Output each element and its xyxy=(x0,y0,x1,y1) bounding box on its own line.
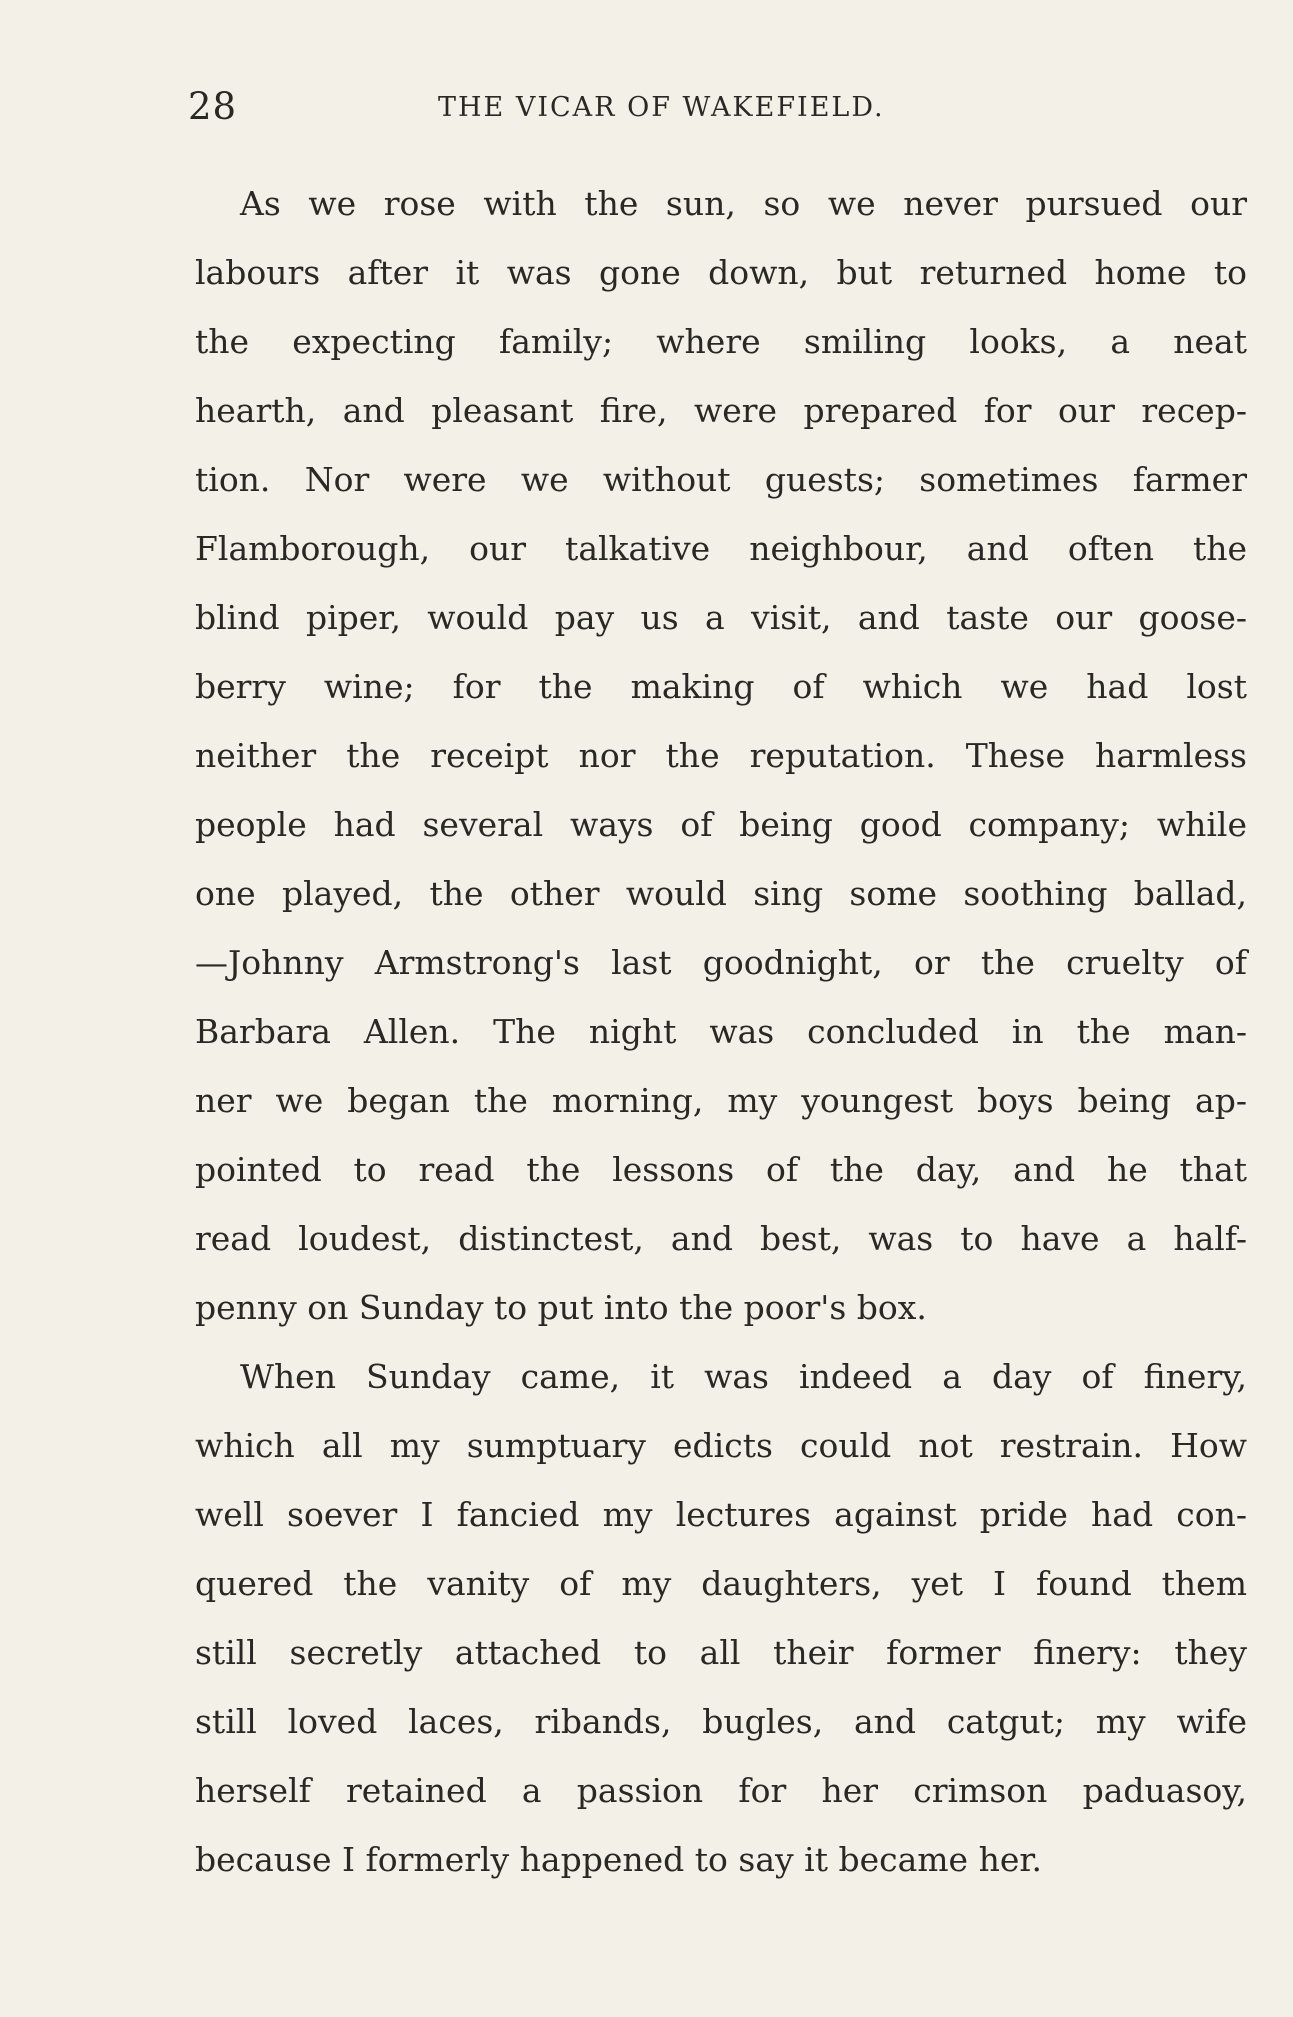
paragraph-1 xyxy=(195,169,1247,1342)
text-line: labours after it was gone down, but returned home to xyxy=(195,253,1247,292)
text-line: well soever I fancied my lectures against pride had con- xyxy=(195,1495,1247,1534)
text-line: tion. Nor were we without guests; sometimes farmer xyxy=(195,460,1247,499)
text-line: because I formerly happened to say it became her. xyxy=(195,1840,1042,1879)
text-line: which all my sumptuary edicts could not restrain. How xyxy=(195,1426,1247,1465)
text-line: Flamborough, our talkative neighbour, and often the xyxy=(195,529,1247,568)
paragraph-2 xyxy=(195,1342,1247,1894)
text-line: read loudest, distinctest, and best, was to have a half- xyxy=(195,1219,1247,1258)
text-line: pointed to read the lessons of the day, and he that xyxy=(195,1150,1247,1189)
page-number: 28 xyxy=(188,85,238,128)
text-line: —Johnny Armstrong's last goodnight, or the cruelty of xyxy=(195,943,1247,982)
text-line: herself retained a passion for her crimson paduasoy, xyxy=(195,1771,1247,1810)
text-line: Barbara Allen. The night was concluded in the man- xyxy=(195,1012,1247,1051)
text-line: still secretly attached to all their former finery: they xyxy=(195,1633,1247,1672)
text-line: hearth, and pleasant fire, were prepared for our recep- xyxy=(195,391,1247,430)
text-line: ner we began the morning, my youngest boys being ap- xyxy=(195,1081,1247,1120)
text-line: quered the vanity of my daughters, yet I found them xyxy=(195,1564,1247,1603)
page-header xyxy=(188,82,1038,132)
text-line: berry wine; for the making of which we had lost xyxy=(195,667,1247,706)
text-line: one played, the other would sing some soothing ballad, xyxy=(195,874,1247,913)
text-line: As we rose with the sun, so we never pursued our xyxy=(240,184,1247,223)
text-line: neither the receipt nor the reputation. These harmless xyxy=(195,736,1247,775)
text-line: penny on Sunday to put into the poor's box. xyxy=(195,1288,927,1327)
text-line: still loved laces, ribands, bugles, and catgut; my wife xyxy=(195,1702,1247,1741)
text-line: blind piper, would pay us a visit, and taste our goose- xyxy=(195,598,1247,637)
body-text xyxy=(195,169,1247,1894)
running-title: THE VICAR OF WAKEFIELD. xyxy=(438,92,885,123)
text-line: When Sunday came, it was indeed a day of finery, xyxy=(240,1357,1247,1396)
text-line: the expecting family; where smiling looks, a neat xyxy=(195,322,1247,361)
text-line: people had several ways of being good company; while xyxy=(195,805,1247,844)
